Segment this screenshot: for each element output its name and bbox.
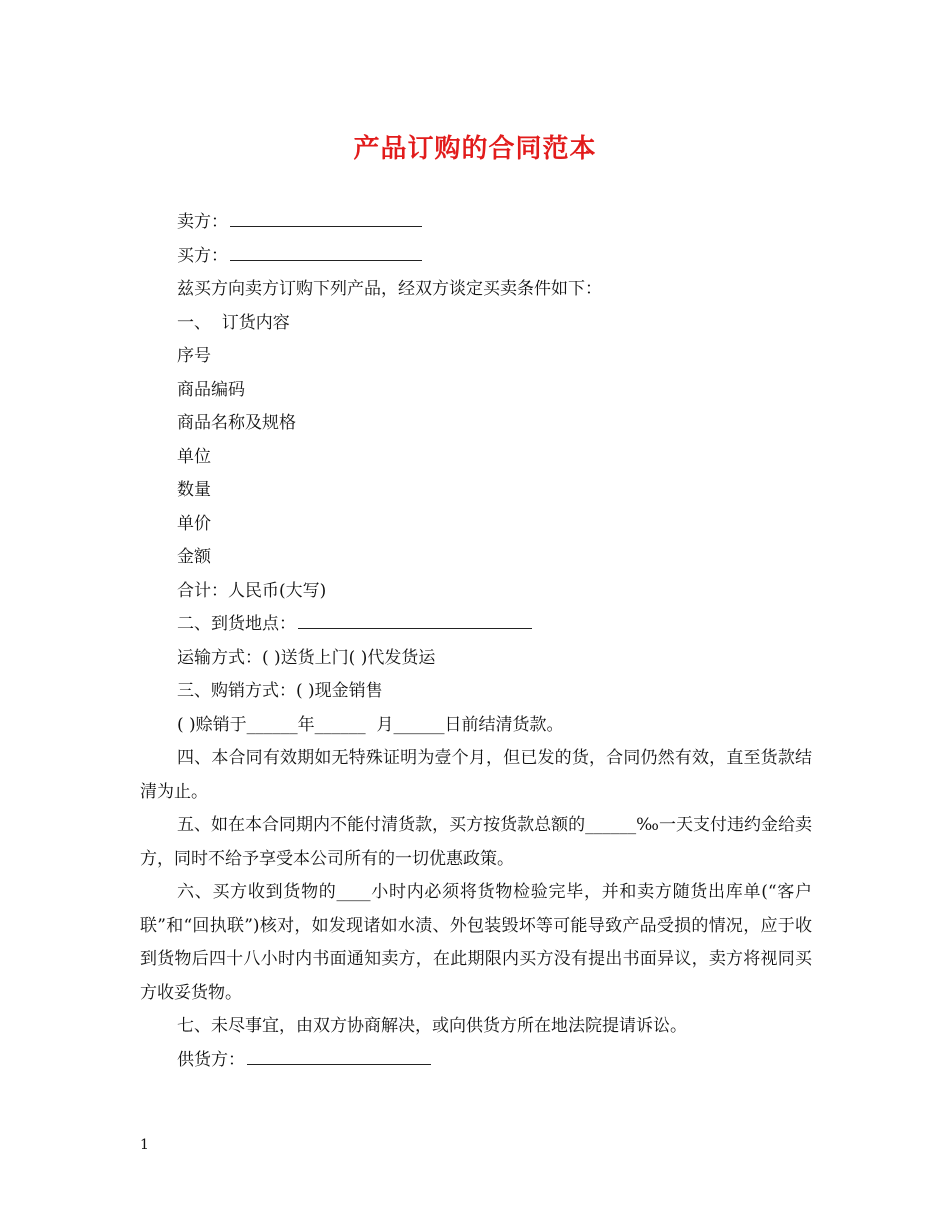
page-number: 1 xyxy=(140,1137,149,1153)
column-amount: 金额 xyxy=(177,547,211,567)
seller-label: 卖方： xyxy=(177,212,228,232)
supplier-blank xyxy=(247,1047,431,1065)
clause-6: 六、买方收到货物的____小时内必须将货物检验完毕，并和卖方随货出库单(“客户联”和“回执联”)核对，如发现诸如水渍、外包装毁坏等可能导致产品受损的情况，应于收到货物后四十八小时内书面通知卖方，在此期限内买方没有提出书面异议，卖方将视同买方收妥货物。 xyxy=(140,882,812,1003)
delivery-label: 二、到货地点： xyxy=(177,614,296,634)
transport-line: 运输方式：( )送货上门( )代发货运 xyxy=(177,647,436,668)
clause-5: 五、如在本合同期内不能付清货款，买方按货款总额的______‰一天支付违约金给卖方，同时不给予享受本公司所有的一切优惠政策。 xyxy=(140,815,812,869)
section1-title: 一、 订货内容 xyxy=(177,312,290,333)
credit-sale-line: ( )赊销于______年______ 月______日前结清货款。 xyxy=(177,714,564,735)
column-quantity: 数量 xyxy=(177,480,211,500)
total-line: 合计：人民币(大写) xyxy=(177,580,327,601)
clause-4: 四、本合同有效期如无特殊证明为壹个月，但已发的货，合同仍然有效，直至货款结清为止。 xyxy=(140,748,812,802)
contract-body xyxy=(140,206,812,1077)
section3-title: 三、购销方式：( )现金销售 xyxy=(177,681,383,701)
column-name-spec: 商品名称及规格 xyxy=(177,413,296,433)
column-unit-price: 单价 xyxy=(177,513,211,534)
supplier-label: 供货方： xyxy=(177,1049,245,1070)
column-serial: 序号 xyxy=(177,346,211,366)
supplier-line xyxy=(140,1044,812,1078)
intro-text: 兹买方向卖方订购下列产品，经双方谈定买卖条件如下： xyxy=(177,279,602,299)
seller-blank xyxy=(230,209,422,227)
buyer-line xyxy=(140,240,812,274)
page-title: 产品订购的合同范本 xyxy=(353,134,597,164)
buyer-blank xyxy=(230,243,422,261)
buyer-label: 买方： xyxy=(177,245,228,266)
clause-7: 七、未尽事宜，由双方协商解决，或向供货方所在地法院提请诉讼。 xyxy=(177,1016,687,1036)
delivery-line xyxy=(140,608,812,642)
column-unit: 单位 xyxy=(177,446,211,467)
seller-line xyxy=(140,206,812,240)
column-code: 商品编码 xyxy=(177,379,245,400)
delivery-blank xyxy=(298,611,532,629)
